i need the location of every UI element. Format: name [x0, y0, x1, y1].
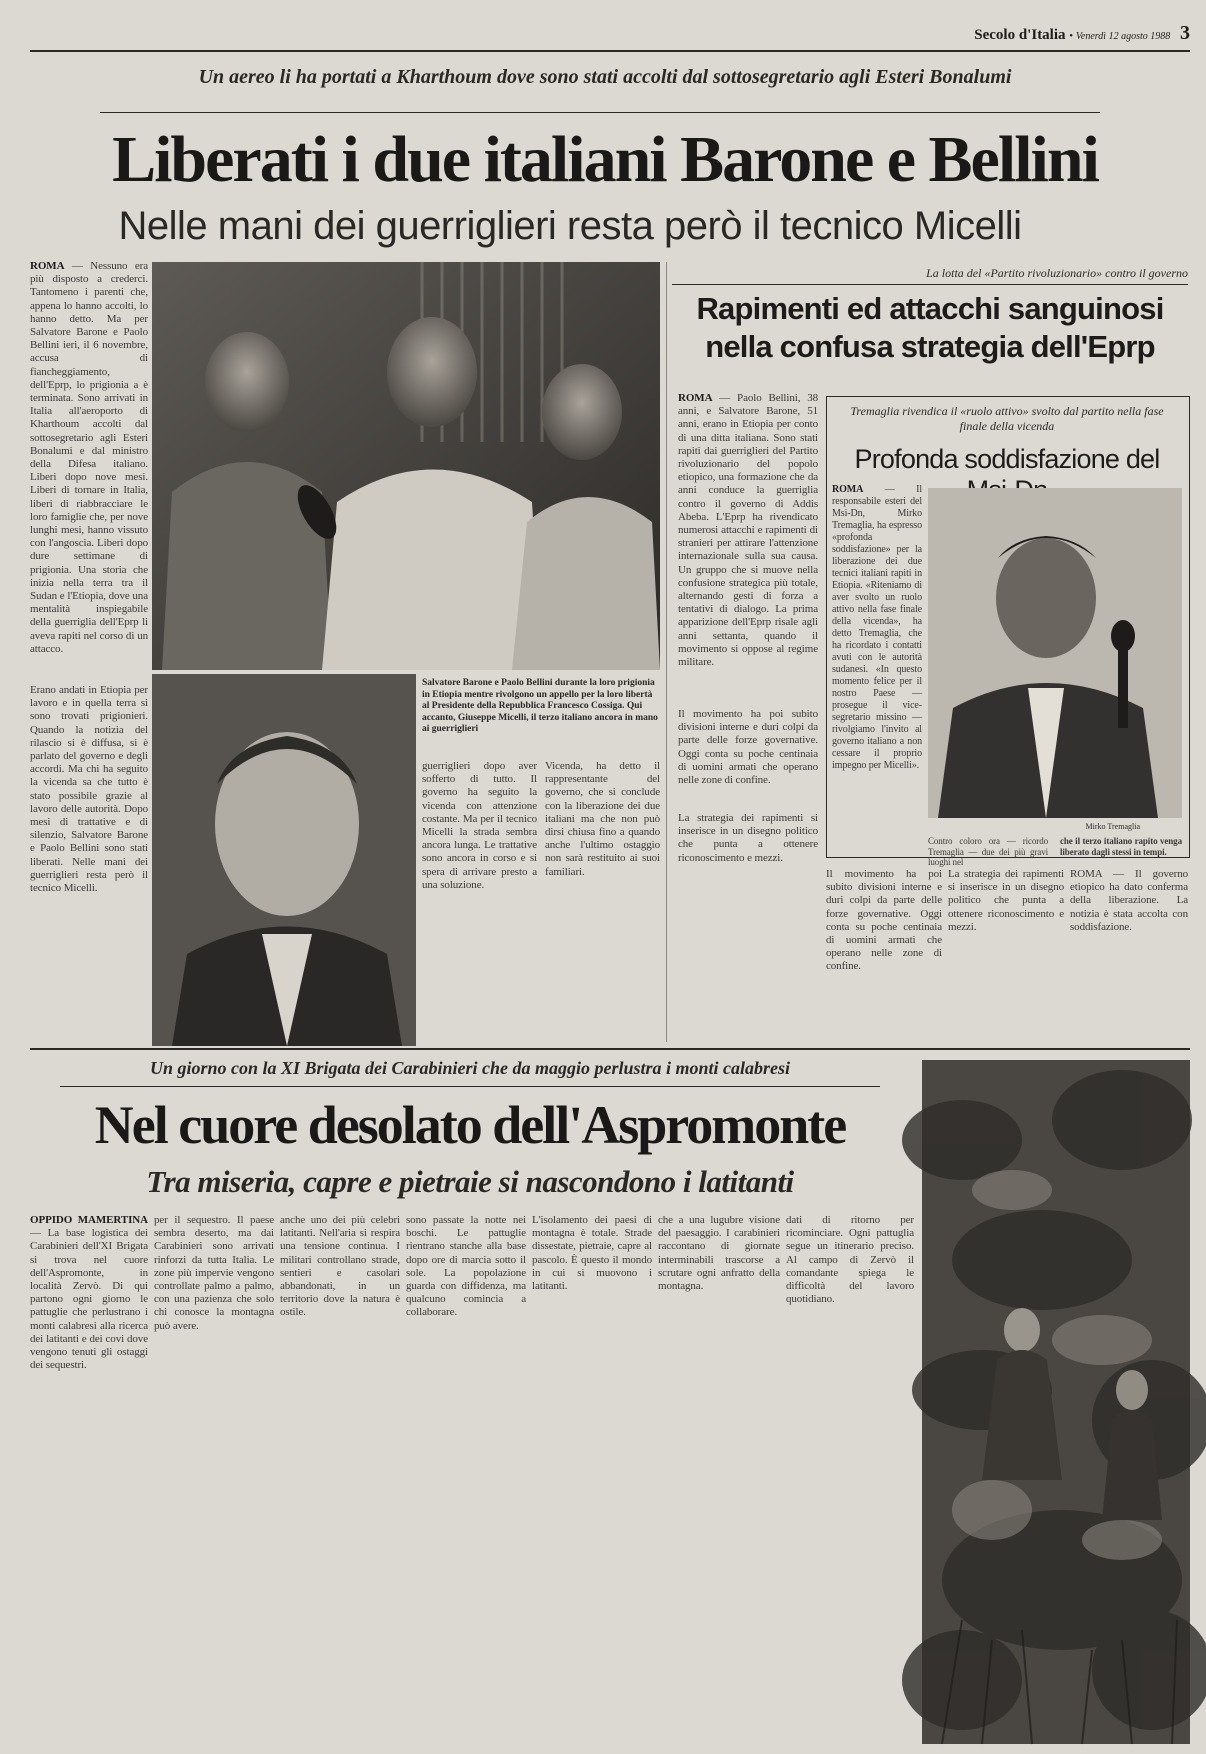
eprp-body-text: — Paolo Bellini, 38 anni, e Salvatore Barone, 51 anni, erano in Etiopia per conto di una ditta italiana. Sono stati rapiti dai guerriglieri del Partito rivoluzionario del popolo etiopico, una formazione che da anni conduce la guerriglia contro il governo di Addis Abeba. L'Eprp ha rivendicato numerosi attacchi e rapimenti di stranieri per attirare l'attenzione internazionale sulla sua causa. — [678, 392, 818, 563]
bottom-body-col4 — [406, 1214, 526, 1744]
masthead: Secolo d'Italia • Venerdì 12 agosto 1988 3 — [974, 22, 1190, 44]
msi-bottom-b-text: che il terzo italiano rapito venga liberato dagli stessi in tempi. — [1060, 836, 1182, 857]
msi-dateline: ROMA — [832, 484, 864, 495]
hostages-photo-caption: Salvatore Barone e Paolo Bellini durante la loro prigionia in Etiopia mentre rivolgono un appello per la loro libertà al Presidente della Repubblica Francesco Cossiga. Qui accanto, Giuseppe Micelli, il terzo italiano ancora in mano ai guerriglieri — [422, 678, 658, 734]
eprp-kicker-rule — [672, 284, 1188, 285]
bottom-kicker: Un giorno con la XI Brigata dei Carabinieri che da maggio perlustra i monti calabresi — [149, 1058, 791, 1078]
bottom-body-col3 — [280, 1214, 400, 1744]
bottom-body-text-5: L'isolamento dei paesi di montagna è totale. Strade dissestate, pietraie, capre al pascolo. È questo il mondo in cui si muovono i latitanti. — [532, 1214, 652, 1293]
hostages-photo-drawing — [152, 262, 660, 670]
top-dateline: ROMA — [30, 260, 65, 272]
bottom-subheadline: Tra miseria, capre e pietraie si nascondono i latitanti — [146, 1164, 794, 1199]
bottom-body-text-4: sono passate la notte nei boschi. Le pattuglie rientrano stanche alla base dopo ore di marcia sotto il sole. La popolazione guarda con diffidenza, ma qualcuno comincia a collaborare. — [406, 1214, 526, 1319]
bottom-body-text-6: che a una lugubre visione del paesaggio. I carabinieri raccontano di giornate interminabili trascorse a scrutare ogni anfratto della montagna. — [658, 1214, 780, 1293]
top-body-col1 — [30, 260, 148, 680]
micelli-portrait-drawing — [152, 674, 416, 1046]
msi-bottom-a-text: Contro coloro ora — ricordo Tremaglia — due dei più gravi luoghi nel — [928, 836, 1048, 867]
paper-name: Secolo d'Italia — [974, 27, 1066, 43]
hostages-photo — [152, 262, 660, 670]
bottom-body-text-2: per il sequestro. Il paese sembra deserto, ma dai Carabinieri sono arrivati rinforzi da tutta Italia. Le zone più impervie vengono controllate palmo a palmo, con una pazienza che solo chi conosce la montagna può avere. — [154, 1214, 274, 1332]
msi-body-text-2: «In questo momento felice per il nostro Paese — prosegue il vice-segretario missino — rivolgiamo l'invito al governo italiano a non cessare il proprio impegno per Micelli». — [832, 664, 922, 771]
page-date: Venerdì 12 agosto 1988 — [1075, 31, 1171, 42]
bottom-body-col1 — [30, 1214, 148, 1744]
bottom-body-text-3: anche uno dei più celebri latitanti. Nell'aria si respira una tensione continua. I militari controllano strade, sentieri e casolari abbandonati, in un territorio dove la natura è ostile. — [280, 1214, 400, 1319]
bottom-body-col5 — [532, 1214, 652, 1744]
tremaglia-caption: Mirko Tremaglia — [1085, 822, 1140, 831]
eprp-headline-line2: nella confusa strategia dell'Eprp — [705, 329, 1155, 364]
bottom-body-text-1: — La base logistica dei Carabinieri dell'XI Brigata si trova nel cuore dell'Aspromonte, in località Zervò. Di qui partono ogni giorno le pattuglie che perlustrano i monti calabresi alla ricerca dei latitanti e dei covi dove vengono tenuti gli ostaggi dei sequestri. — [30, 1227, 148, 1372]
eprp-kicker: La lotta del «Partito rivoluzionario» contro il governo — [926, 266, 1188, 280]
bottom-kicker-rule — [60, 1086, 880, 1087]
eprp-lower-text-2: La strategia dei rapimenti si inserisce in un disegno politico che punta a ottenere riconoscimento e mezzi. — [948, 868, 1064, 933]
top-body-col1b — [30, 684, 148, 1104]
section-rule — [30, 1048, 1190, 1050]
eprp-dateline: ROMA — [678, 392, 713, 404]
top-body-col3-text: guerriglieri dopo aver sofferto di tutto. Il governo ha seguito la vicenda con attenzione costante. Ma per il tecnico Micelli la strada sembra ancora lunga. Le trattative sono ancora in corso e si spera di arrivare presto a una soluzione. — [422, 760, 537, 891]
eprp-body-col3 — [678, 812, 818, 1037]
msi-bottom-a — [928, 836, 1048, 867]
top-body-col4-text: Vicenda, ha detto il rappresentante del governo, che si conclude con la liberazione dei due italiani ma che non può dirsi chiusa fino a quando anche l'ultimo ostaggio non sarà restituito ai suoi familiari. — [545, 760, 660, 878]
msi-body-text: — Il responsabile esteri del Msi-Dn, Mirko Tremaglia, ha espresso «profonda soddisfazione» per la liberazione dei due tecnici italiani rapiti in Etiopia. «Riteniamo di aver svolto un ruolo attivo nella fase finale della vicenda», ha detto Tremaglia, che ha ricordato i contatti avuti con le autorità sudanesi. — [832, 484, 922, 675]
top-kicker-rule — [100, 112, 1100, 113]
divider-1 — [666, 262, 667, 1042]
carabinieri-photo-drawing — [922, 1060, 1190, 1744]
bottom-body-col7 — [786, 1214, 914, 1744]
top-body-col4 — [545, 760, 660, 1050]
top-subheadline: Nelle mani dei guerriglieri resta però il tecnico Micelli — [118, 204, 1022, 248]
top-body-col5 — [1070, 868, 1188, 1038]
msi-kicker: Tremaglia rivendica il «ruolo attivo» svolto dal partito nella fase finale della vicenda — [850, 404, 1164, 433]
tremaglia-photo — [928, 488, 1182, 818]
masthead-rule — [30, 50, 1190, 52]
msi-bottom-b — [1060, 836, 1182, 858]
eprp-body-col1 — [678, 392, 818, 702]
micelli-portrait — [152, 674, 416, 1046]
bottom-body-text-7: dati di ritorno per ricominciare. Ogni pattuglia segue un itinerario preciso. Al campo di Zervò il comandante spiega le difficoltà del lavoro quotidiano. — [786, 1214, 914, 1306]
eprp-lower-col2 — [948, 868, 1064, 1038]
tremaglia-photo-drawing — [928, 488, 1182, 818]
msi-headline: Profonda soddisfazione del — [854, 444, 1160, 474]
top-body-text-2: Erano andati in Etiopia per lavoro e in quella terra si sono trovati prigionieri. Quando la notizia del rilascio si è diffusa, si è parlato del governo e degli accordi. Ma chi ha seguito la vicenda sa che tutto è stato possibile grazie al lavoro delle autorità. Dopo mesi di trattative e di silenzio, Salvatore Barone e Paolo Bellini sono stati liberati. Nelle mani dei guerriglieri resta però il tecnico Micelli. — [30, 684, 148, 895]
top-kicker: Un aereo li ha portati a Kharthoum dove sono stati accolti dal sottosegretario agli Esteri Bonalumi — [198, 66, 1012, 88]
top-body-col5-text: ROMA — Il governo etiopico ha dato conferma della liberazione. La notizia è stata accolta con soddisfazione. — [1070, 868, 1188, 933]
eprp-lower-col1 — [826, 868, 942, 1038]
bottom-body-col6 — [658, 1214, 780, 1744]
eprp-headline-line1: Rapimenti ed attacchi sanguinosi — [696, 291, 1164, 326]
bottom-dateline: OPPIDO MAMERTINA — [30, 1214, 148, 1226]
bottom-headline: Nel cuore desolato dell'Aspromonte — [94, 1095, 846, 1155]
eprp-body-text-2: Un gruppo che si muove nella confusione strategica più totale, alternando gesti di forza a tentativi di dialogo. La prima apparizione dell'Eprp risale agli anni settanta, quando il movimento si oppose al regime militare. — [678, 563, 818, 669]
eprp-body-text-3: Il movimento ha poi subito divisioni interne e duri colpi da parte delle forze governative. Oggi conta su poche centinaia di uomini armati che operano nelle zone di confine. — [678, 708, 818, 787]
eprp-body-text-4: La strategia dei rapimenti si inserisce in un disegno politico che punta a ottenere riconoscimento e mezzi. — [678, 812, 818, 864]
msi-body-col1 — [832, 484, 922, 834]
eprp-headline — [672, 290, 1188, 366]
top-headline: Liberati i due italiani Barone e Bellini — [112, 123, 1098, 196]
top-body-text: — Nessuno era più disposto a crederci. Tantomeno i parenti che, appena lo hanno accolti, lo hanno detto. Ma per Salvatore Barone e Paolo Bellini ieri, il 6 novembre, accusa di fiancheggiamento, dell'Eprp, lo prigionia a è terminata. Sono arrivati in Italia all'aeroporto di Kharthoum accolti dal sottosegretario agli Esteri Bonalumi e dal ministro della Difesa italiano. Liberi dopo nove mesi. Liberi di tornare in Italia, liberi di riabbracciare le loro famiglie che, per nove lunghi mesi, hanno vissuto con l'angoscia. Liberi dopo dure settimane di prigionia. Una storia che inizia nella terra tra il Sudan e l'Etiopia, dove una mentalità inspiegabile della guerriglia dell'Eprp li aveva rapiti nel corso di un attacco. — [30, 260, 148, 655]
bottom-body-col2 — [154, 1214, 274, 1744]
eprp-lower-text-1: Il movimento ha poi subito divisioni interne e duri colpi da parte delle forze governative. Oggi conta su poche centinaia di uomini armati che operano nelle zone di confine. — [826, 868, 942, 973]
page-number: 3 — [1180, 22, 1190, 44]
top-body-col3 — [422, 760, 537, 1050]
carabinieri-photo — [922, 1060, 1190, 1744]
